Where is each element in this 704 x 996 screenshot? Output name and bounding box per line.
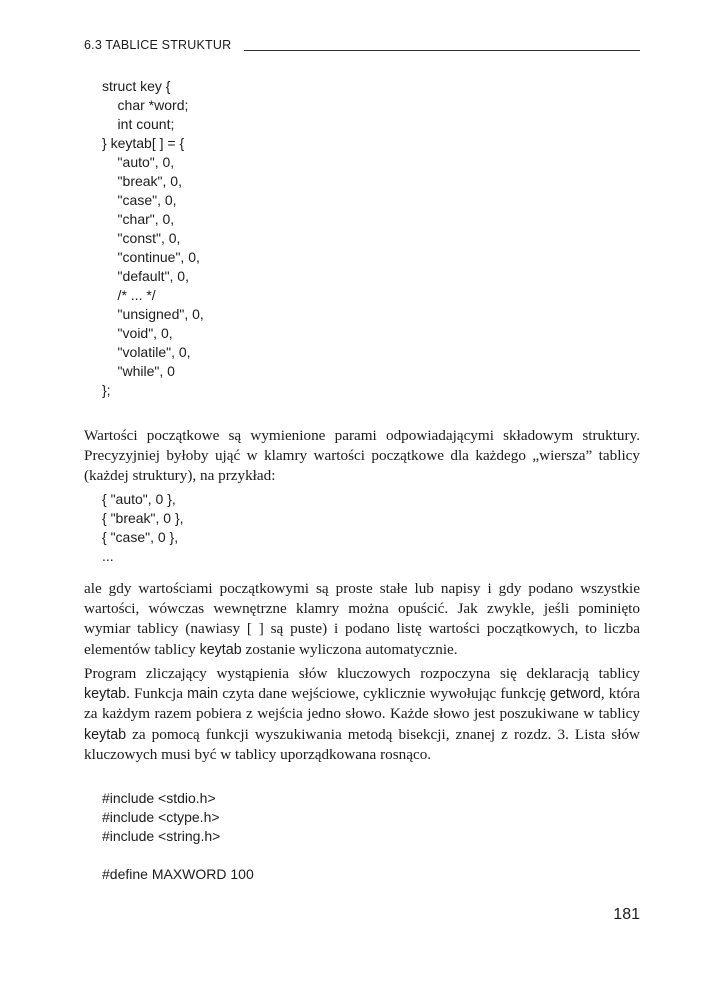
section-title: 6.3 TABLICE STRUKTUR (84, 38, 232, 52)
code-line: } keytab[ ] = { (102, 135, 185, 151)
define-code-block (102, 865, 254, 884)
code-line: #include <stdio.h> (102, 790, 216, 806)
para-text: za pomocą funkcji wyszukiwania metodą bisekcji, znanej z rozdz. 3. Lista słów kluczowych musi być w tablicy uporządkowana rosnąco. (84, 725, 640, 763)
code-line: "case", 0, (102, 192, 177, 208)
para-text: Program zliczający wystąpienia słów kluczowych rozpoczyna się deklaracją tablicy (84, 665, 640, 682)
code-line: { "break", 0 }, (102, 510, 184, 526)
code-line: ... (102, 548, 114, 564)
code-line: { "auto", 0 }, (102, 491, 176, 507)
para-text: , która za każdym razem pobiera z wejścia jedno słowo. Każde słowo jest poszukiwane w tablicy (84, 685, 640, 723)
para-text: ale gdy wartościami początkowymi są proste stałe lub napisy i gdy podano wszystkie wartości, wówczas wewnętrzne klamry można opuścić. Jak zwykle, jeśli pominięto wymiar tablicy (nawiasy [ ] są puste) i podano listę wartości początkowych, to liczba elementów tablicy (84, 580, 640, 658)
paragraph-program (84, 664, 640, 765)
code-line: struct key { (102, 78, 171, 94)
code-line: #include <ctype.h> (102, 809, 220, 825)
code-line: }; (102, 382, 111, 398)
code-line: { "case", 0 }, (102, 529, 179, 545)
includes-code-block (102, 789, 220, 846)
code-line: int count; (102, 116, 175, 132)
paragraph-initial-values: Wartości początkowe są wymienione parami odpowiadającymi składowym struktury. Precyzyjniej byłoby ująć w klamry wartości początkowe dla każdego „wiersza” tablicy (każdej struktury), na przykład: (84, 427, 640, 485)
code-line: "volatile", 0, (102, 344, 191, 360)
struct-code-block (102, 77, 204, 400)
keyword-keytab: keytab (199, 641, 242, 658)
para-text: czyta dane wejściowe, cyklicznie wywołując funkcję (222, 685, 546, 703)
keyword-getword: getword (550, 686, 601, 703)
keyword-keytab: keytab (84, 686, 127, 703)
code-line: "unsigned", 0, (102, 306, 204, 322)
code-line: "continue", 0, (102, 249, 200, 265)
running-header (84, 38, 640, 58)
code-line: "break", 0, (102, 173, 182, 189)
code-line: #include <string.h> (102, 828, 221, 844)
code-line: char *word; (102, 97, 189, 113)
code-line: "void", 0, (102, 325, 173, 341)
code-line: "char", 0, (102, 211, 175, 227)
page-number: 181 (613, 906, 640, 923)
code-line: /* ... */ (102, 287, 156, 303)
code-line: "const", 0, (102, 230, 181, 246)
para-text: . Funkcja (126, 685, 183, 703)
para-text: zostanie wyliczona automatycznie. (245, 640, 458, 658)
pairs-code-block (102, 490, 184, 566)
code-line: "default", 0, (102, 268, 189, 284)
code-line: #define MAXWORD 100 (102, 866, 254, 882)
code-line: "while", 0 (102, 363, 175, 379)
header-rule (244, 50, 640, 51)
paragraph-braces (84, 579, 640, 660)
keyword-keytab: keytab (84, 726, 127, 743)
code-line: "auto", 0, (102, 154, 175, 170)
keyword-main: main (187, 686, 219, 703)
